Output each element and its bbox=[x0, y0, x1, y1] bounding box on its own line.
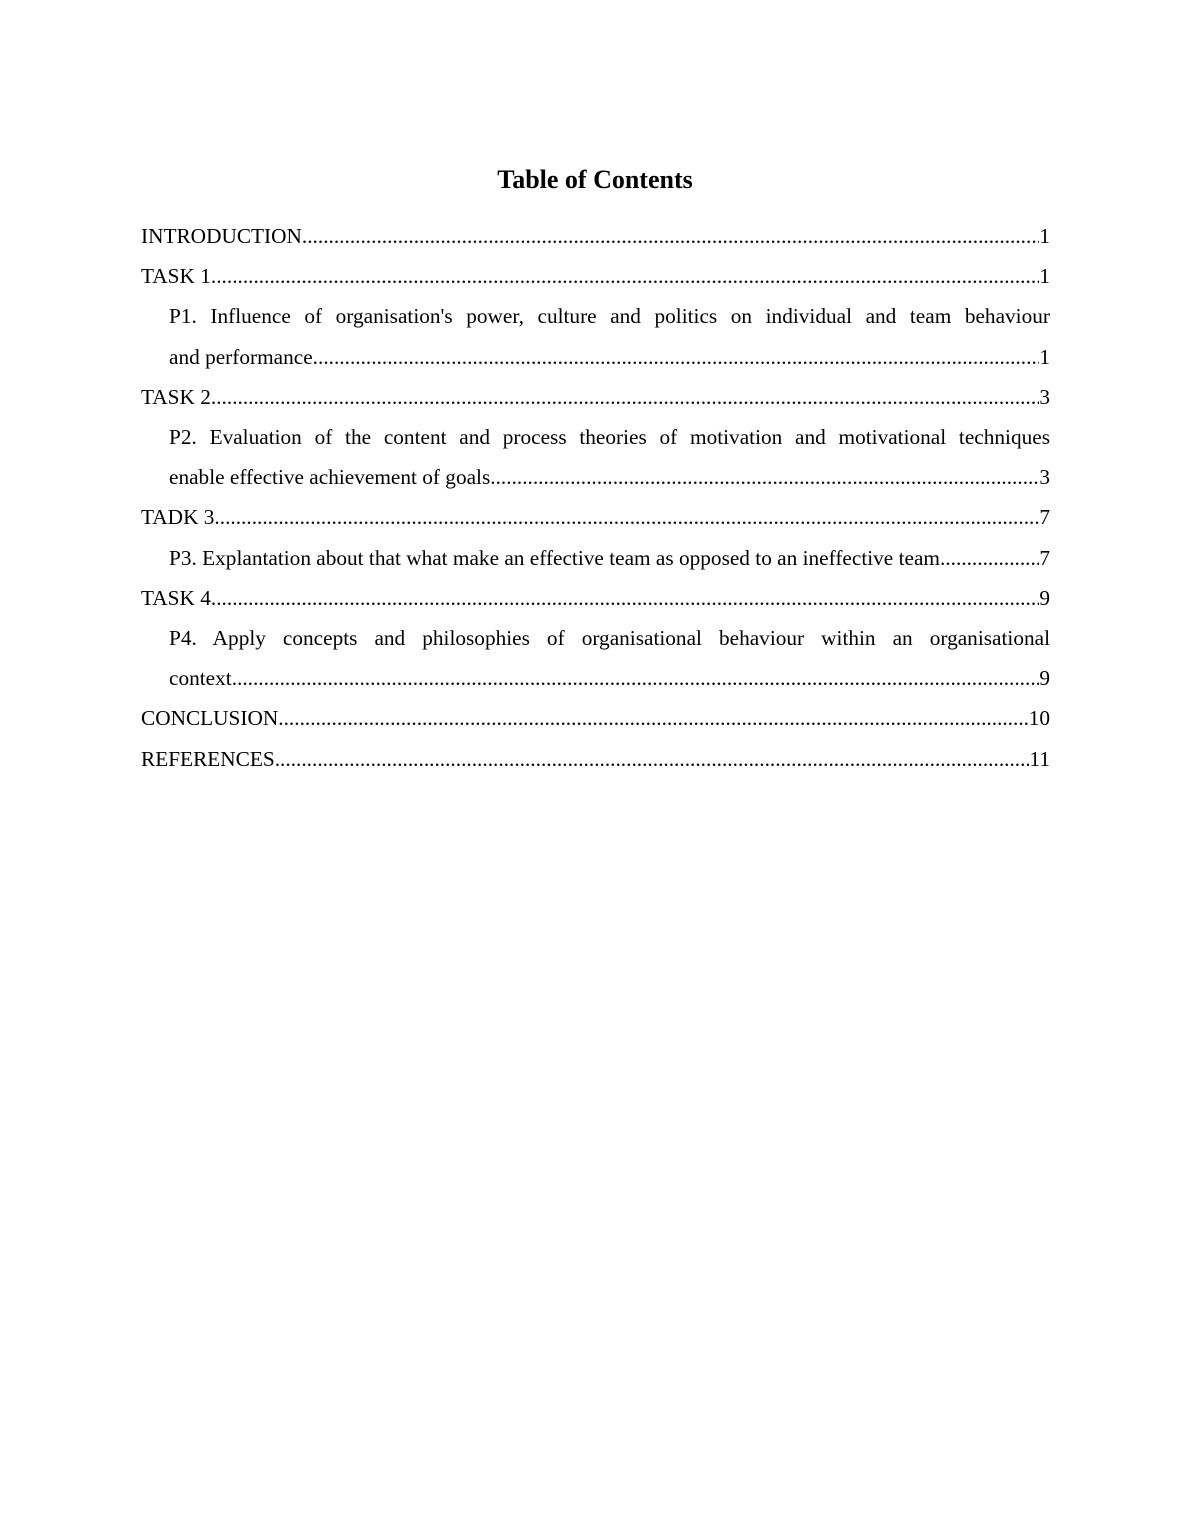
dot-leader bbox=[211, 578, 1039, 618]
toc-entry-text: enable effective achievement of goals bbox=[169, 465, 491, 490]
toc-entry-text: TADK 3 bbox=[141, 505, 215, 530]
toc-entry-text: P3. Explantation about that what make an effective team as opposed to an ineffective team. bbox=[169, 545, 946, 570]
table-of-contents bbox=[141, 216, 1050, 779]
dot-leader bbox=[313, 337, 1040, 377]
toc-entry-text: REFERENCES bbox=[141, 746, 275, 771]
toc-entry-task-1[interactable] bbox=[141, 256, 1050, 296]
toc-entry-text: and performance bbox=[169, 344, 313, 369]
toc-entry-text: CONCLUSION bbox=[141, 706, 279, 731]
page-title: Table of Contents bbox=[497, 165, 693, 194]
dot-leader bbox=[232, 658, 1040, 698]
dot-leader bbox=[211, 377, 1039, 417]
toc-entry-references[interactable] bbox=[141, 739, 1050, 779]
dot-leader bbox=[211, 256, 1039, 296]
dot-leader bbox=[275, 739, 1030, 779]
toc-page-number: 1 bbox=[1039, 224, 1050, 248]
dot-leader bbox=[278, 698, 1028, 738]
toc-entry-lead-text: P4. Apply concepts and philosophies of organisational behaviour within an organisational bbox=[169, 626, 1050, 651]
toc-page-number: 7 bbox=[1039, 545, 1050, 570]
toc-entry-text: TASK 1 bbox=[141, 264, 211, 289]
toc-entry-lead-text: P1. Influence of organisation's power, culture and politics on individual and team behaviour bbox=[169, 304, 1050, 329]
toc-entry-lead-text: P2. Evaluation of the content and process theories of motivation and motivational techniques bbox=[169, 425, 1050, 450]
dot-leader bbox=[945, 538, 1039, 578]
dot-leader bbox=[302, 216, 1039, 256]
toc-page-number: 10 bbox=[1028, 706, 1050, 731]
toc-page-number: 9 bbox=[1039, 585, 1050, 610]
toc-page-number: 3 bbox=[1039, 465, 1050, 490]
toc-entry-p1[interactable] bbox=[141, 296, 1050, 376]
toc-entry-text: TASK 4 bbox=[141, 585, 211, 610]
toc-entry-text: context bbox=[169, 666, 232, 691]
toc-entry-task-2[interactable] bbox=[141, 377, 1050, 417]
dot-leader bbox=[490, 457, 1039, 497]
toc-entry-p4[interactable] bbox=[141, 618, 1050, 698]
toc-page-number: 1 bbox=[1039, 344, 1050, 369]
toc-entry-text: TASK 2 bbox=[141, 384, 211, 409]
toc-page-number: 1 bbox=[1039, 264, 1050, 289]
toc-entry-p2[interactable] bbox=[141, 417, 1050, 497]
toc-page-number: 9 bbox=[1039, 666, 1050, 691]
toc-entry-tadk-3[interactable] bbox=[141, 497, 1050, 537]
toc-entry-introduction[interactable] bbox=[141, 216, 1050, 256]
toc-entry-p3[interactable] bbox=[141, 538, 1050, 578]
toc-page-number: 11 bbox=[1029, 746, 1050, 771]
toc-entry-conclusion[interactable] bbox=[141, 698, 1050, 738]
dot-leader bbox=[214, 497, 1039, 537]
toc-page-number: 3 bbox=[1039, 384, 1050, 409]
toc-page-number: 7 bbox=[1039, 505, 1050, 530]
toc-entry-text: INTRODUCTION bbox=[141, 224, 302, 248]
toc-entry-task-4[interactable] bbox=[141, 578, 1050, 618]
